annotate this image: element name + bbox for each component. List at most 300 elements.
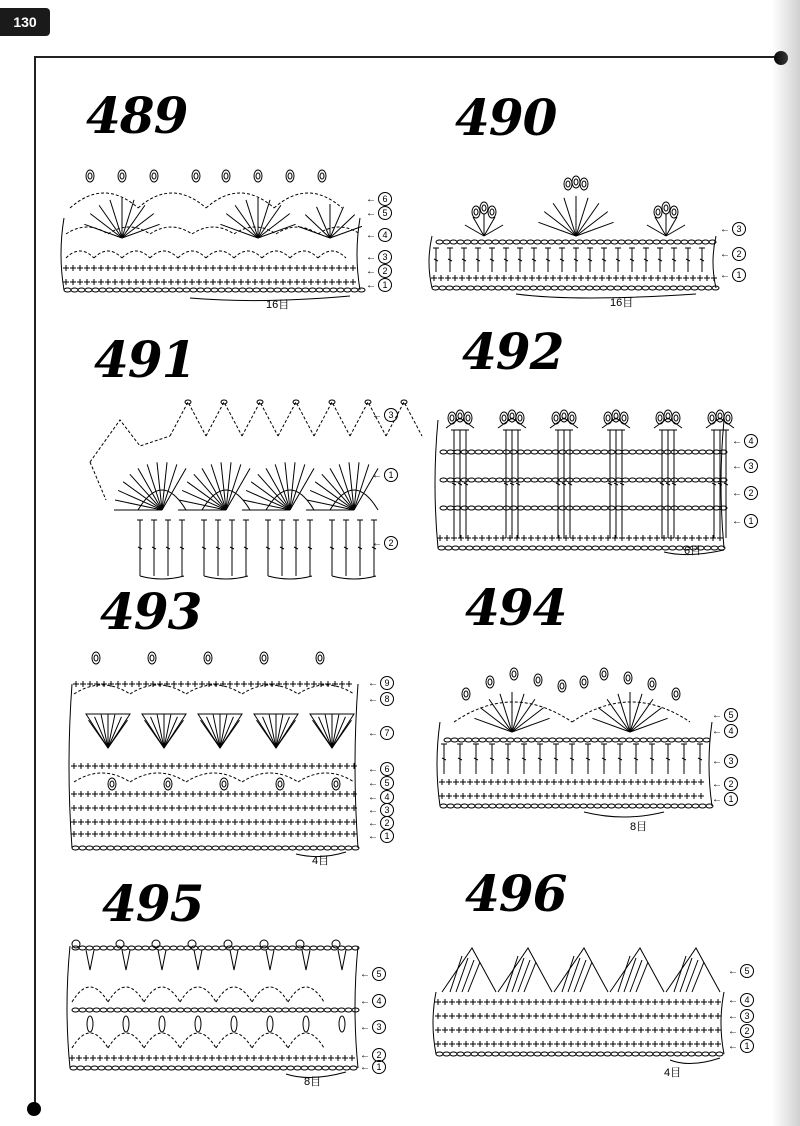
chain-stitch: [615, 804, 622, 808]
row-number: 2: [380, 816, 394, 830]
chain-stitch: [688, 240, 695, 244]
chain-stitch: [480, 546, 487, 550]
cluster: [266, 950, 274, 970]
chain-stitch: [503, 804, 510, 808]
chain-stitch: [79, 1008, 86, 1012]
picot: [672, 209, 676, 215]
chain-stitch: [212, 846, 219, 850]
chain-stitch: [489, 450, 496, 454]
arrow-left-icon: ←: [712, 709, 722, 721]
chain-stitch: [337, 288, 344, 292]
row-number: 3: [744, 459, 758, 473]
chain-stitch: [261, 1008, 268, 1012]
arrow-left-icon: ←: [360, 995, 370, 1007]
turning-chain: [67, 946, 70, 1068]
turning-chain: [429, 236, 432, 288]
row-number: 7: [380, 726, 394, 740]
fan-stitch: [330, 215, 355, 238]
arrow-left-icon: ←: [368, 791, 378, 803]
cluster: [230, 950, 238, 970]
picot: [256, 173, 260, 179]
picot: [118, 170, 126, 182]
chain-stitch: [468, 478, 475, 482]
chain-stitch: [457, 240, 464, 244]
picot: [278, 781, 282, 787]
chain-stitch: [210, 1066, 217, 1070]
picot: [560, 683, 564, 689]
chain-stitch: [600, 286, 607, 290]
fan-stitch: [576, 222, 614, 236]
chain-stitch: [565, 286, 572, 290]
chain-stitch: [492, 1052, 499, 1056]
chain-arch: [144, 1033, 180, 1048]
chain-stitch: [618, 1052, 625, 1056]
chain-arch: [252, 987, 288, 1002]
picot: [72, 940, 80, 948]
turning-chain: [61, 218, 64, 290]
chain-stitch: [499, 240, 506, 244]
chain-stitch: [461, 506, 468, 510]
picot: [662, 202, 670, 214]
chain-stitch: [590, 1052, 597, 1056]
row-number: 1: [744, 514, 758, 528]
chain-arch: [186, 685, 242, 694]
chain-stitch: [301, 1066, 308, 1070]
chain-stitch: [205, 1008, 212, 1012]
chain-arch: [206, 193, 274, 208]
triangle-block: [610, 948, 664, 992]
chain-stitch: [639, 1052, 646, 1056]
chain-stitch: [316, 288, 323, 292]
puff-stitch: [303, 1016, 309, 1032]
chain-stitch: [657, 804, 664, 808]
picot: [672, 688, 680, 700]
page-number-badge: [0, 8, 50, 36]
repeat-label-495: 8目: [304, 1076, 322, 1088]
chain-stitch: [289, 1008, 296, 1012]
chain-stitch: [162, 288, 169, 292]
chain-stitch: [471, 240, 478, 244]
chain-stitch: [520, 240, 527, 244]
fan-stitch: [576, 212, 608, 236]
chain-stitch: [682, 738, 689, 742]
chain-stitch: [594, 506, 601, 510]
row-label: [360, 1060, 386, 1074]
chain-stitch: [474, 286, 481, 290]
cluster: [122, 950, 130, 970]
turning-chain: [357, 218, 360, 290]
chain-stitch: [149, 1008, 156, 1012]
chain-stitch: [343, 1066, 350, 1070]
picot: [220, 778, 228, 790]
repeat-bracket: [516, 294, 696, 298]
chain-arch: [108, 1033, 144, 1048]
chain-stitch: [184, 1008, 191, 1012]
chain-stitch: [559, 804, 566, 808]
chain-stitch: [156, 846, 163, 850]
fan-stitch: [480, 708, 512, 732]
fan-stitch: [630, 694, 642, 732]
chain-stitch: [134, 288, 141, 292]
chain-stitch: [548, 1052, 555, 1056]
chain-stitch: [646, 240, 653, 244]
chain-stitch: [521, 738, 528, 742]
chain-stitch: [552, 804, 559, 808]
chain-arch: [72, 987, 108, 1002]
arrow-left-icon: ←: [712, 778, 722, 790]
row-number: 5: [740, 964, 754, 978]
chain-stitch: [275, 1008, 282, 1012]
chain-stitch: [601, 804, 608, 808]
chain-stitch: [606, 546, 613, 550]
picot: [260, 652, 268, 664]
chain-stitch: [329, 1066, 336, 1070]
chain-stitch: [459, 546, 466, 550]
chain-arch: [94, 251, 122, 258]
chain-stitch: [702, 1052, 709, 1056]
chain-stitch: [274, 288, 281, 292]
chain-stitch: [607, 286, 614, 290]
picot: [622, 415, 626, 421]
picot: [606, 415, 610, 421]
chain-stitch: [119, 1066, 126, 1070]
chain-stitch: [573, 804, 580, 808]
chain-stitch: [640, 738, 647, 742]
chain-stitch: [622, 804, 629, 808]
chain-stitch: [452, 546, 459, 550]
chain-stitch: [660, 240, 667, 244]
row-number: 5: [378, 206, 392, 220]
fan-stitch: [512, 718, 550, 732]
chain-stitch: [699, 450, 706, 454]
chain-stitch: [622, 450, 629, 454]
chain-stitch: [649, 286, 656, 290]
row-number: 5: [380, 776, 394, 790]
chain-stitch: [657, 450, 664, 454]
chain-stitch: [142, 1008, 149, 1012]
chain-stitch: [191, 846, 198, 850]
crochet-chart-494: [434, 666, 714, 832]
chain-stitch: [587, 478, 594, 482]
turning-chain: [435, 420, 438, 548]
picot: [166, 781, 170, 787]
row-label: [728, 964, 754, 978]
frame-left-rule: [34, 56, 36, 1108]
chain-stitch: [468, 804, 475, 808]
chain-stitch: [460, 286, 467, 290]
cluster: [338, 950, 346, 970]
chain-stitch: [155, 288, 162, 292]
chain-stitch: [467, 286, 474, 290]
chain-stitch: [432, 286, 439, 290]
chain-stitch: [657, 478, 664, 482]
chain-arch: [74, 685, 130, 694]
chain-stitch: [577, 738, 584, 742]
row-label: [712, 708, 738, 722]
chain-stitch: [197, 288, 204, 292]
chain-stitch: [295, 288, 302, 292]
chain-stitch: [643, 478, 650, 482]
chain-stitch: [482, 478, 489, 482]
fan-stitch: [630, 718, 668, 732]
row-number: 2: [384, 536, 398, 550]
chain-stitch: [614, 286, 621, 290]
chain-arch: [268, 576, 312, 579]
chain-stitch: [440, 478, 447, 482]
picot: [150, 170, 158, 182]
chain-zigzag: [90, 420, 170, 462]
double-crochet: [686, 960, 698, 992]
chain-stitch: [705, 286, 712, 290]
chain-stitch: [499, 1052, 506, 1056]
chain-stitch: [84, 1066, 91, 1070]
chain-stitch: [570, 738, 577, 742]
chain-stitch: [677, 286, 684, 290]
crochet-chart-496: [430, 936, 730, 1084]
chain-stitch: [622, 506, 629, 510]
picot: [462, 688, 470, 700]
chain-stitch: [545, 506, 552, 510]
arrow-left-icon: ←: [732, 515, 742, 527]
fan-stitch: [512, 694, 524, 732]
picot: [286, 170, 294, 182]
chain-stitch: [86, 946, 93, 950]
arrow-left-icon: ←: [728, 1040, 738, 1052]
puff-stitch: [267, 1016, 273, 1032]
chain-stitch: [625, 240, 632, 244]
chain-arch: [144, 987, 180, 1002]
chain-stitch: [482, 450, 489, 454]
picot: [448, 412, 456, 424]
fan-stitch: [84, 224, 122, 238]
picot: [152, 173, 156, 179]
repeat-label-489: 16目: [266, 299, 290, 311]
chain-stitch: [548, 240, 555, 244]
picot: [456, 410, 464, 422]
chain-arch: [262, 251, 290, 258]
arrow-left-icon: ←: [368, 763, 378, 775]
picot: [516, 412, 524, 424]
chain-stitch: [566, 804, 573, 808]
picot: [318, 170, 326, 182]
picot: [318, 655, 322, 661]
chain-stitch: [653, 1052, 660, 1056]
picot: [450, 415, 454, 421]
arrow-left-icon: ←: [360, 968, 370, 980]
chain-stitch: [542, 738, 549, 742]
chain-stitch: [457, 1052, 464, 1056]
picot: [558, 680, 566, 692]
picot: [260, 940, 268, 948]
chain-arch: [276, 227, 318, 234]
chain-stitch: [627, 546, 634, 550]
arrow-left-icon: ←: [366, 279, 376, 291]
chain-stitch: [564, 546, 571, 550]
chain-stitch: [287, 1066, 294, 1070]
row-label: [360, 994, 386, 1008]
arrow-left-icon: ←: [732, 460, 742, 472]
arrow-left-icon: ←: [368, 727, 378, 739]
chain-stitch: [436, 1052, 443, 1056]
chain-stitch: [445, 546, 452, 550]
picot: [566, 181, 570, 187]
picot: [672, 412, 680, 424]
arrow-left-icon: ←: [372, 537, 382, 549]
chain-stitch: [93, 1008, 100, 1012]
chain-stitch: [247, 946, 254, 950]
chain-stitch: [176, 288, 183, 292]
chain-stitch: [634, 546, 641, 550]
chain-stitch: [636, 478, 643, 482]
chain-stitch: [676, 546, 683, 550]
chain-stitch: [106, 288, 113, 292]
chain-stitch: [338, 1008, 345, 1012]
arrow-left-icon: ←: [368, 677, 378, 689]
picot: [656, 412, 664, 424]
chain-stitch: [716, 1052, 723, 1056]
page-number: 130: [13, 14, 37, 30]
chain-stitch: [494, 546, 501, 550]
chain-arch: [288, 1033, 324, 1048]
chain-stitch: [559, 450, 566, 454]
row-number: 3: [724, 754, 738, 768]
chain-stitch: [221, 400, 227, 404]
chain-stitch: [257, 400, 263, 404]
chain-stitch: [629, 804, 636, 808]
chain-stitch: [358, 288, 365, 292]
chain-stitch: [212, 1008, 219, 1012]
picot: [94, 655, 98, 661]
chain-stitch: [128, 1008, 135, 1012]
row-number: 2: [740, 1024, 754, 1038]
arrow-left-icon: ←: [368, 777, 378, 789]
chain-stitch: [345, 946, 352, 950]
repeat-label-496: 4目: [664, 1067, 682, 1079]
chain-stitch: [294, 1066, 301, 1070]
picot: [612, 410, 620, 422]
arrow-left-icon: ←: [368, 817, 378, 829]
chain-stitch: [182, 1066, 189, 1070]
cluster: [194, 950, 202, 970]
row-number: 1: [740, 1039, 754, 1053]
fan-stitch: [235, 205, 258, 238]
chain-stitch: [488, 286, 495, 290]
chain-stitch: [699, 804, 706, 808]
chain-stitch: [706, 478, 713, 482]
chain-stitch: [135, 1008, 142, 1012]
puff-stitch: [195, 1016, 201, 1032]
crochet-chart-492: [424, 400, 734, 558]
chain-stitch: [324, 946, 331, 950]
chain-stitch: [461, 804, 468, 808]
chain-stitch: [85, 288, 92, 292]
chain-stitch: [275, 846, 282, 850]
chain-stitch: [149, 846, 156, 850]
picot: [658, 415, 662, 421]
double-crochet: [450, 956, 462, 992]
chain-stitch: [444, 738, 451, 742]
chain-stitch: [142, 946, 149, 950]
chain-stitch: [538, 478, 545, 482]
chain-stitch: [678, 478, 685, 482]
picot: [582, 679, 586, 685]
arrow-left-icon: ←: [728, 1010, 738, 1022]
picot: [536, 677, 540, 683]
crochet-chart-495: [66, 936, 366, 1088]
chain-stitch: [128, 846, 135, 850]
chain-stitch: [506, 1052, 513, 1056]
chain-stitch: [692, 478, 699, 482]
chain-stitch: [302, 288, 309, 292]
row-label: [712, 724, 738, 738]
chain-stitch: [450, 1052, 457, 1056]
chain-stitch: [543, 546, 550, 550]
chain-stitch: [601, 450, 608, 454]
chain-stitch: [317, 1008, 324, 1012]
chain-stitch: [198, 946, 205, 950]
chain-stitch: [461, 478, 468, 482]
cluster: [302, 950, 310, 970]
chain-stitch: [281, 288, 288, 292]
chain-stitch: [685, 506, 692, 510]
chain-stitch: [573, 478, 580, 482]
chain-stitch: [259, 1066, 266, 1070]
arrow-left-icon: ←: [732, 435, 742, 447]
chain-stitch: [245, 1066, 252, 1070]
chain-stitch: [315, 1066, 322, 1070]
chain-stitch: [678, 804, 685, 808]
row-label: [728, 1024, 754, 1038]
chain-stitch: [502, 286, 509, 290]
chain-stitch: [576, 1052, 583, 1056]
chain-stitch: [563, 738, 570, 742]
chain-arch: [216, 1033, 252, 1048]
chain-stitch: [664, 804, 671, 808]
picot: [192, 170, 200, 182]
chain-stitch: [576, 240, 583, 244]
row-number: 3: [740, 1009, 754, 1023]
row-number: 4: [378, 228, 392, 242]
double-crochet: [692, 962, 704, 992]
picot: [316, 652, 324, 664]
cluster: [86, 950, 94, 970]
chain-stitch: [183, 288, 190, 292]
chain-stitch: [439, 286, 446, 290]
chain-stitch: [163, 946, 170, 950]
chain-stitch: [127, 288, 134, 292]
chain-stitch: [232, 288, 239, 292]
chain-stitch: [92, 288, 99, 292]
chain-stitch: [148, 288, 155, 292]
chain-arch: [298, 773, 354, 782]
chain-stitch: [288, 288, 295, 292]
chain-stitch: [612, 738, 619, 742]
arrow-left-icon: ←: [728, 965, 738, 977]
chain-stitch: [684, 286, 691, 290]
chain-stitch: [226, 846, 233, 850]
chain-stitch: [282, 946, 289, 950]
chain-stitch: [703, 738, 710, 742]
crochet-chart-490: [426, 176, 726, 306]
row-label: [372, 468, 398, 482]
chain-stitch: [618, 240, 625, 244]
picot: [224, 173, 228, 179]
picot: [724, 412, 732, 424]
picot: [488, 206, 496, 218]
chain-stitch: [479, 738, 486, 742]
chain-stitch: [641, 546, 648, 550]
chain-stitch: [247, 1008, 254, 1012]
